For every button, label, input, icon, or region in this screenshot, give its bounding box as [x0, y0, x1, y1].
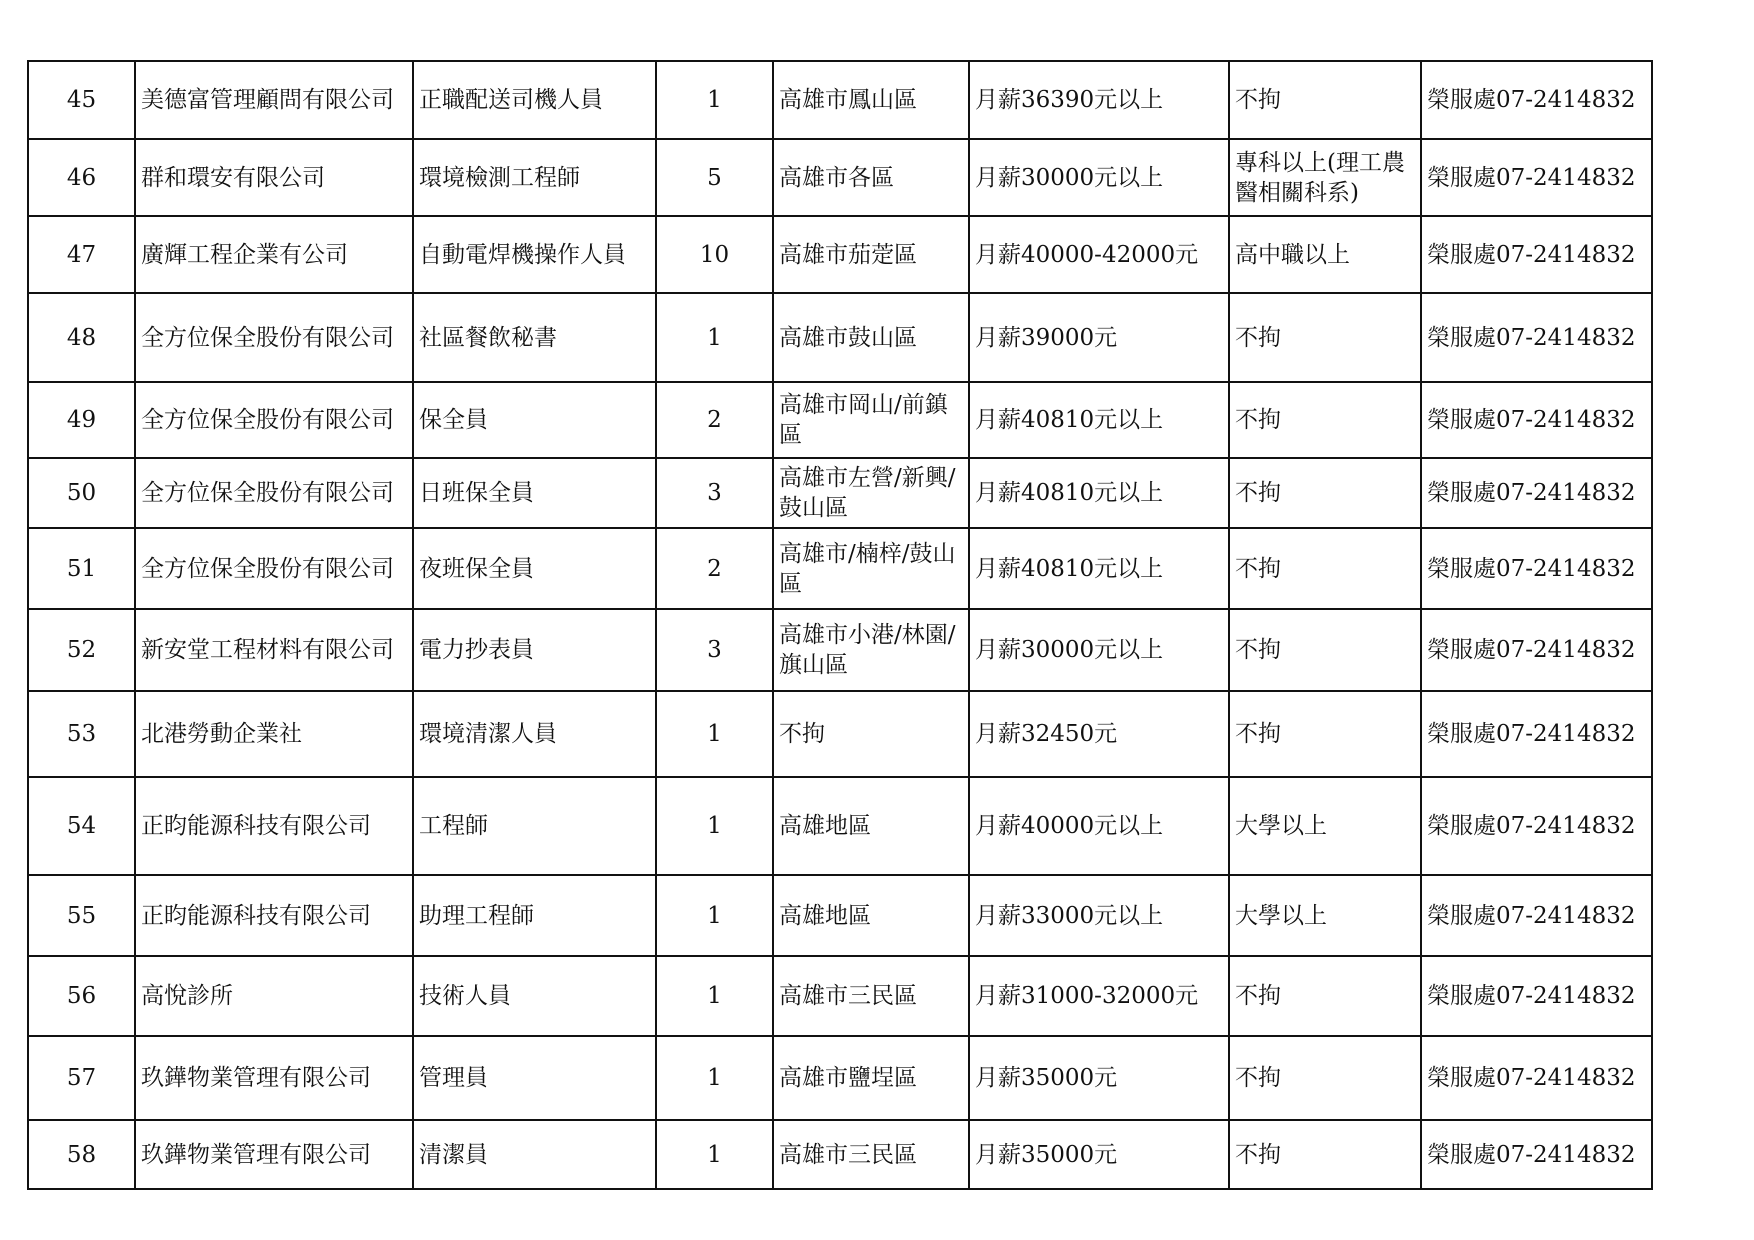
company-name: 北港勞動企業社: [135, 691, 413, 777]
work-location: 高雄市三民區: [773, 956, 969, 1036]
work-location: 不拘: [773, 691, 969, 777]
education-requirement: 不拘: [1229, 691, 1421, 777]
row-number: 46: [28, 139, 135, 216]
row-number: 53: [28, 691, 135, 777]
contact-info: 榮服處07-2414832: [1421, 293, 1652, 382]
contact-info: 榮服處07-2414832: [1421, 61, 1652, 139]
work-location: 高雄市茄萣區: [773, 216, 969, 293]
salary: 月薪30000元以上: [969, 139, 1229, 216]
row-number: 45: [28, 61, 135, 139]
row-number: 56: [28, 956, 135, 1036]
row-number: 49: [28, 382, 135, 458]
openings-count: 10: [656, 216, 773, 293]
row-number: 55: [28, 875, 135, 956]
work-location: 高雄市/楠梓/鼓山區: [773, 528, 969, 609]
job-title: 技術人員: [413, 956, 656, 1036]
company-name: 全方位保全股份有限公司: [135, 528, 413, 609]
salary: 月薪31000-32000元: [969, 956, 1229, 1036]
openings-count: 1: [656, 777, 773, 875]
job-title: 環境清潔人員: [413, 691, 656, 777]
table-row: [28, 956, 1652, 1036]
salary: 月薪40810元以上: [969, 458, 1229, 528]
openings-count: 5: [656, 139, 773, 216]
job-title: 保全員: [413, 382, 656, 458]
table-row: [28, 1120, 1652, 1189]
job-title: 環境檢測工程師: [413, 139, 656, 216]
salary: 月薪40810元以上: [969, 528, 1229, 609]
work-location: 高雄地區: [773, 875, 969, 956]
row-number: 47: [28, 216, 135, 293]
work-location: 高雄市岡山/前鎮區: [773, 382, 969, 458]
table-row: [28, 875, 1652, 956]
table-row: [28, 777, 1652, 875]
job-listing-table: [27, 60, 1653, 1190]
education-requirement: 不拘: [1229, 528, 1421, 609]
salary: 月薪39000元: [969, 293, 1229, 382]
table-row: [28, 1036, 1652, 1120]
education-requirement: 不拘: [1229, 956, 1421, 1036]
job-title: 正職配送司機人員: [413, 61, 656, 139]
row-number: 50: [28, 458, 135, 528]
openings-count: 1: [656, 1036, 773, 1120]
education-requirement: 專科以上(理工農醫相關科系): [1229, 139, 1421, 216]
job-title: 日班保全員: [413, 458, 656, 528]
table-row: [28, 609, 1652, 691]
contact-info: 榮服處07-2414832: [1421, 609, 1652, 691]
contact-info: 榮服處07-2414832: [1421, 458, 1652, 528]
work-location: 高雄市鹽埕區: [773, 1036, 969, 1120]
company-name: 新安堂工程材料有限公司: [135, 609, 413, 691]
salary: 月薪40000元以上: [969, 777, 1229, 875]
contact-info: 榮服處07-2414832: [1421, 528, 1652, 609]
company-name: 正昀能源科技有限公司: [135, 875, 413, 956]
company-name: 群和環安有限公司: [135, 139, 413, 216]
company-name: 玖鏵物業管理有限公司: [135, 1036, 413, 1120]
contact-info: 榮服處07-2414832: [1421, 1036, 1652, 1120]
table-row: [28, 61, 1652, 139]
company-name: 廣輝工程企業有公司: [135, 216, 413, 293]
contact-info: 榮服處07-2414832: [1421, 956, 1652, 1036]
company-name: 全方位保全股份有限公司: [135, 382, 413, 458]
education-requirement: 不拘: [1229, 61, 1421, 139]
contact-info: 榮服處07-2414832: [1421, 382, 1652, 458]
education-requirement: 不拘: [1229, 1120, 1421, 1189]
salary: 月薪30000元以上: [969, 609, 1229, 691]
contact-info: 榮服處07-2414832: [1421, 216, 1652, 293]
contact-info: 榮服處07-2414832: [1421, 875, 1652, 956]
table-row: [28, 216, 1652, 293]
work-location: 高雄市小港/林園/旗山區: [773, 609, 969, 691]
job-title: 清潔員: [413, 1120, 656, 1189]
table-row: [28, 139, 1652, 216]
table-row: [28, 293, 1652, 382]
openings-count: 1: [656, 691, 773, 777]
education-requirement: 大學以上: [1229, 777, 1421, 875]
salary: 月薪35000元: [969, 1120, 1229, 1189]
job-title: 夜班保全員: [413, 528, 656, 609]
salary: 月薪35000元: [969, 1036, 1229, 1120]
work-location: 高雄市鳳山區: [773, 61, 969, 139]
salary: 月薪32450元: [969, 691, 1229, 777]
row-number: 57: [28, 1036, 135, 1120]
table-row: [28, 691, 1652, 777]
openings-count: 1: [656, 61, 773, 139]
openings-count: 1: [656, 1120, 773, 1189]
openings-count: 3: [656, 609, 773, 691]
table-body: [28, 61, 1652, 1189]
contact-info: 榮服處07-2414832: [1421, 691, 1652, 777]
work-location: 高雄市鼓山區: [773, 293, 969, 382]
openings-count: 2: [656, 382, 773, 458]
openings-count: 3: [656, 458, 773, 528]
openings-count: 2: [656, 528, 773, 609]
contact-info: 榮服處07-2414832: [1421, 139, 1652, 216]
job-title: 管理員: [413, 1036, 656, 1120]
company-name: 美德富管理顧問有限公司: [135, 61, 413, 139]
row-number: 51: [28, 528, 135, 609]
company-name: 全方位保全股份有限公司: [135, 293, 413, 382]
openings-count: 1: [656, 875, 773, 956]
row-number: 52: [28, 609, 135, 691]
company-name: 玖鏵物業管理有限公司: [135, 1120, 413, 1189]
work-location: 高雄市各區: [773, 139, 969, 216]
education-requirement: 大學以上: [1229, 875, 1421, 956]
job-title: 社區餐飲秘書: [413, 293, 656, 382]
table-row: [28, 382, 1652, 458]
contact-info: 榮服處07-2414832: [1421, 777, 1652, 875]
education-requirement: 不拘: [1229, 609, 1421, 691]
company-name: 高悅診所: [135, 956, 413, 1036]
row-number: 54: [28, 777, 135, 875]
education-requirement: 不拘: [1229, 382, 1421, 458]
table-row: [28, 528, 1652, 609]
openings-count: 1: [656, 293, 773, 382]
education-requirement: 不拘: [1229, 293, 1421, 382]
table-row: [28, 458, 1652, 528]
salary: 月薪40810元以上: [969, 382, 1229, 458]
row-number: 48: [28, 293, 135, 382]
salary: 月薪40000-42000元: [969, 216, 1229, 293]
work-location: 高雄地區: [773, 777, 969, 875]
company-name: 全方位保全股份有限公司: [135, 458, 413, 528]
work-location: 高雄市左營/新興/鼓山區: [773, 458, 969, 528]
job-title: 電力抄表員: [413, 609, 656, 691]
salary: 月薪33000元以上: [969, 875, 1229, 956]
company-name: 正昀能源科技有限公司: [135, 777, 413, 875]
contact-info: 榮服處07-2414832: [1421, 1120, 1652, 1189]
education-requirement: 高中職以上: [1229, 216, 1421, 293]
job-title: 自動電焊機操作人員: [413, 216, 656, 293]
salary: 月薪36390元以上: [969, 61, 1229, 139]
job-title: 工程師: [413, 777, 656, 875]
job-title: 助理工程師: [413, 875, 656, 956]
education-requirement: 不拘: [1229, 1036, 1421, 1120]
row-number: 58: [28, 1120, 135, 1189]
openings-count: 1: [656, 956, 773, 1036]
education-requirement: 不拘: [1229, 458, 1421, 528]
work-location: 高雄市三民區: [773, 1120, 969, 1189]
